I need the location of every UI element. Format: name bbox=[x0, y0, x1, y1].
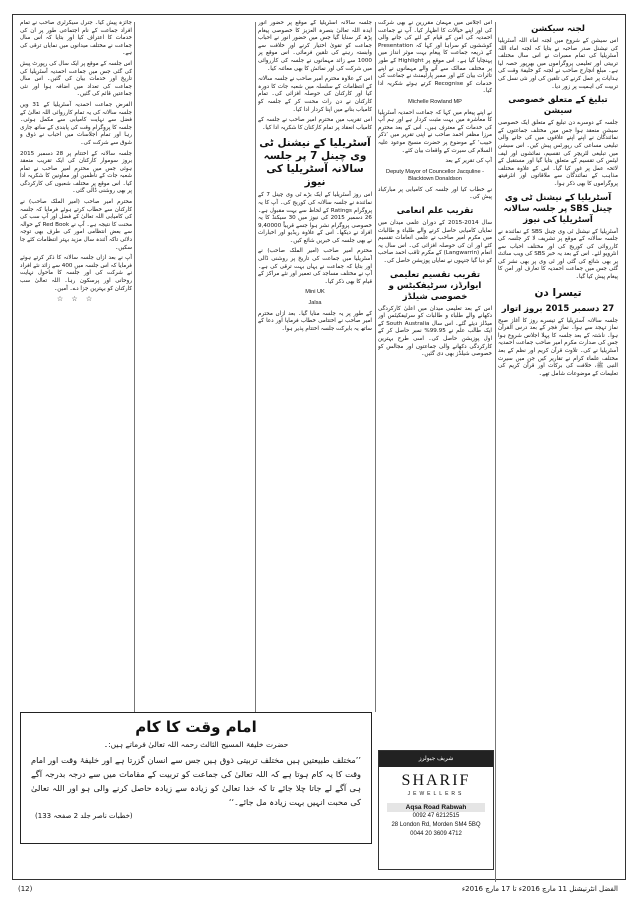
section-heading: تقریب علم انعامی bbox=[396, 206, 474, 217]
paragraph: نے خطاب کیا اور جلسہ کی کامیابی پر مبارکباد پیش کی۔ bbox=[378, 186, 492, 201]
imam-subtitle: حضرت خلیفۃ المسیح الثالث رحمہ اللہ تعالیٰ فرماتے ہیں:۔ bbox=[103, 740, 289, 749]
paragraph: اس روز آسٹریلیا کے ایک بڑے ٹی وی چینل 7 کے نمائندہ نے جلسہ سالانہ کی کوریج کی۔ آپ کا یہ پروگرام Ratings کے لحاظ سے بہت مقبول ہے۔ 26 دسمبر 2015 کی نیوز میں 30 سیکنڈ کا یہ خصوصی پروگرام نشر ہوا جسے قریباً 9,40000 افراد نے دیکھا۔ اس کے علاوہ ریڈیو اور اخبارات نے بھی جلسہ کی خبریں شائع کیں۔ bbox=[258, 192, 372, 244]
section-heading: تقریب تقسیم تعلیمی ایوارڈز، سرٹیفکیٹس و خصوصی شیلڈز bbox=[388, 269, 482, 302]
ad-address: 28 London Rd, Morden SM4 5BQ bbox=[391, 822, 481, 828]
column-divider bbox=[134, 22, 135, 712]
paragraph: سال 2014-2015 کے دوران علمی میدان میں نمایاں کامیابی حاصل کرنے والے طلباء و طالبات میں مکرم امیر صاحب نے علمی انعامات تقسیم کئے اور ان کی حوصلہ افزائی کی۔ اس سال یہ انعام (Langwarrin) کے مکرم ثاقب احمد صاحب کو دیا گیا جنہوں نے نمایاں پوزیشن حاصل کی۔ bbox=[378, 220, 492, 265]
english-term: Mini UK bbox=[305, 289, 325, 296]
section-heading: آسٹریلیا کے نیشنل ٹی وی چینل 7 پر جلسہ سالانہ آسٹریلیا کی نیوز bbox=[259, 137, 371, 189]
paragraph: اس سیشن کے شروع میں لجنہ اماء اللہ آسٹریلیا کی نیشنل صدر صاحبہ نے بتایا کہ لجنہ اماء اللہ آسٹریلیا کی تمام ممبرات نے اس سال مختلف تربیتی اور تعلیمی پروگراموں میں بھرپور حصہ لیا ہے۔ مبلغ انچارج صاحب نے لجنہ کو خلیفۂ وقت کی ہدایات پر عمل کرنے کی تلقین کی اور نئی نسل کی تربیت کی اہمیت پر زور دیا۔ bbox=[498, 38, 618, 90]
end-stars: ☆ ☆ ☆ bbox=[56, 295, 96, 304]
paragraph: نے اپنے پیغام میں کہا کہ جماعت احمدیہ آسٹریلیا کا معاشرہ میں بہت مثبت کردار ہے اور ہم آپ کی خدمات کے معترف ہیں۔ اس کے بعد محترم مرزا مظفر احمد صاحب نے اپنی تقریر میں ’ذکر حبیب‘ کے موضوع پر حضرت مسیح موعود علیہ السلام کی سیرت کے واقعات بیان کئے۔ bbox=[378, 109, 492, 154]
ad-subtitle: JEWELLERS bbox=[407, 791, 465, 797]
paragraph: کے طور پر یہ جلسہ منایا گیا۔ بعد ازاں محترم امیر صاحب نے اختتامی خطاب فرمایا اور دعا کے ساتھ یہ بابرکت جلسہ اختتام پذیر ہوا۔ bbox=[258, 310, 372, 332]
section-heading: آسٹریلیا کے نیشنل ٹی وی چینل SBS پر جلسہ سالانہ آسٹریلیا کی نیوز bbox=[503, 192, 613, 225]
paragraph: محترم امیر صاحب (امیر الملک صاحب) نے آسٹریلیا میں جماعت کی تاریخ پر روشنی ڈالی اور بتایا کہ جماعت نے یہاں بہت ترقی کی ہے۔ آپ نے مختلف مساجد کی تعمیر اور نئے مراکز کے قیام کا بھی ذکر کیا۔ bbox=[258, 248, 372, 285]
ad-phone: 0044 20 3609 4712 bbox=[410, 831, 462, 837]
ad-location: Aqsa Road Rabwah bbox=[387, 803, 485, 812]
english-name: Deputy Mayor of Councellor Jacquline - Blacktown Donaldson bbox=[386, 168, 484, 183]
column-4 bbox=[20, 20, 132, 690]
imam-title: امام وقت کا کام bbox=[135, 718, 257, 736]
sharif-jewellers-ad bbox=[378, 750, 494, 870]
paragraph: آسٹریلیا کے نیشنل ٹی وی چینل SBS کے نمائندہ نے جلسہ سالانہ کے موقع پر تشریف لا کر جلسہ کی کارروائی کی کوریج کی اور مختلف احباب سے انٹرویو لئے۔ اس کے بعد یہ خبر SBS کی ویب سائٹ پر بھی شائع کی گئی اور ٹی وی پر بھی نشر کی گئی جس میں جماعت احمدیہ کا تعارف اور امن کا پیغام پیش کیا گیا۔ bbox=[498, 228, 618, 281]
section-heading: لجنہ سیکشن bbox=[531, 24, 585, 34]
column-divider bbox=[255, 22, 256, 712]
ad-header: شریف جیولرز bbox=[379, 751, 493, 767]
page-footer bbox=[12, 882, 626, 896]
paragraph: اس کے علاوہ محترم امیر صاحب نے جلسہ سالانہ کے انتظامات کے سلسلہ میں شعبہ جات کا دورہ کیا اور کارکنان کی حوصلہ افزائی کی۔ تمام کارکنان نے دن رات محنت کر کے جلسہ کو کامیاب بنانے میں اپنا کردار ادا کیا۔ bbox=[258, 76, 372, 113]
ad-phone: 0092 47 6212515 bbox=[412, 813, 460, 819]
paragraph: الفرض جماعت احمدیہ آسٹریلیا کے 31 ویں جلسہ سالانہ کی یہ تمام کارروائی اللہ تعالیٰ کے فضل سے نہایت کامیابی سے مکمل ہوئی۔ جلسہ کا پروگرام وقت کی پابندی کے ساتھ جاری رہا اور تمام اجلاسات میں احباب نے ذوق و شوق سے شرکت کی۔ bbox=[20, 101, 132, 146]
paragraph: محترم امیر صاحب (امیر الملک صاحب) نے کارکنان سے خطاب کرتے ہوئے فرمایا کہ جلسہ کی کامیابی اللہ تعالیٰ کے فضل اور آپ سب کی محنت کا نتیجہ ہے۔ آپ نے Red Book کے حوالہ سے بعض انتظامی امور کی طرف بھی توجہ دلائی تاکہ آئندہ سال مزید بہتر انتظامات کئے جا سکیں۔ bbox=[20, 199, 132, 251]
date-heading: 27 دسمبر 2015 بروز اتوار bbox=[501, 303, 615, 314]
english-name: Michelle Rowland MP bbox=[408, 98, 462, 105]
imam-reference: (خطبات ناصر جلد 2 صفحہ 133) bbox=[35, 812, 133, 820]
section-heading: تبلیغ کے متعلق خصوصی سیشن bbox=[508, 95, 608, 117]
column-divider bbox=[375, 22, 376, 712]
paragraph: اس جلسہ کے موقع پر ایک سال کی رپورٹ پیش کی گئی جس میں جماعت احمدیہ آسٹریلیا کی تاریخ اور خدمات بیان کی گئیں۔ اس سال جماعت کی تعداد میں اضافہ ہوا اور نئی جماعتیں قائم کی گئیں۔ bbox=[20, 60, 132, 98]
footer-date: الفضل انٹرنیشنل 11 مارچ 2016ء تا 17 مارچ 2016ء bbox=[461, 885, 618, 893]
ad-logo: SHARIF bbox=[401, 772, 471, 789]
day-heading: تیسرا دن bbox=[534, 286, 582, 299]
paragraph: جلسہ سالانہ کے اختتام پر 28 دسمبر 2015 بروز سوموار کارکنان کی ایک تقریب منعقد ہوئی جس میں محترم امیر صاحب نے تمام شعبہ جات کے ناظمین اور معاونین کا شکریہ ادا کیا۔ اس موقع پر مختلف شعبوں کی کارکردگی پر بھی روشنی ڈالی گئی۔ bbox=[20, 150, 132, 195]
imam-quote-box bbox=[20, 712, 372, 844]
imam-quote-text: ’’مختلف طبیعتیں ہیں مختلف تربیتی ذوق ہیں جس سے انسان گزرتا ہے اور خلیفۂ وقت اور امام وقت کا یہ کام ہوتا ہے کہ اللہ تعالیٰ کی جماعت کو تربیت کے مقامات میں سے درجہ بدرجہ آگے ہی آگے لے جاتا چلا جائے تا کہ خدا تعالیٰ کو زیادہ سے زیادہ حاصل کرنے والی ہو اور اللہ تعالیٰ کی محبت انہیں بہت زیادہ مل جائے۔‘‘ bbox=[31, 755, 361, 807]
paragraph: جلسہ سالانہ آسٹریلیا کے تیسرے روز کا آغاز صبح نماز تہجد سے ہوا۔ نماز فجر کے بعد درس القرآن ہوا۔ ناشتہ کے بعد جلسہ کا پہلا اجلاس شروع ہوا جس کی صدارت مکرم امیر صاحب جماعت احمدیہ آسٹریلیا نے کی۔ تلاوت قرآن کریم اور نظم کے بعد مختلف علماء کرام نے تقاریر کیں جن میں سیرت النبی ﷺ، خلافت کی برکات اور قرآن کریم کی تعلیمات کے موضوعات شامل تھے۔ bbox=[498, 317, 618, 377]
paragraph: آپ کی تقریر کے بعد bbox=[445, 158, 492, 165]
english-term: Jalsa bbox=[308, 300, 322, 307]
paragraph: جلسہ سالانہ آسٹریلیا کے موقع پر حضور انور ایدہ اللہ تعالیٰ بنصرہ العزیز کا خصوصی پیغام پڑھ کر سنایا گیا جس میں حضور انور نے احباب جماعت کو تقویٰ اختیار کرنے اور خلافت سے وابستہ رہنے کی تلقین فرمائی۔ اس موقع پر 1000 سے زائد مہمانوں نے جلسہ کی کارروائی میں شرکت کی اور نمائش کا بھی معائنہ کیا۔ bbox=[258, 20, 372, 72]
column-3 bbox=[258, 20, 372, 680]
page-number: (12) bbox=[18, 885, 33, 893]
column-2 bbox=[378, 20, 492, 680]
paragraph: جائزہ پیش کیا۔ جنرل سیکرٹری صاحب نے تمام افراد جماعت کے نام اجتماعی طور پر ان کی خدمات کا اعتراف کیا اور بتایا کہ اس سال جماعت نے مختلف میدانوں میں نمایاں ترقی کی ہے۔ bbox=[20, 20, 132, 57]
paragraph: اس تقریب میں محترم امیر صاحب نے جلسہ کے کامیاب انعقاد پر تمام کارکنان کا شکریہ ادا کیا۔ bbox=[258, 117, 372, 131]
column-1 bbox=[498, 20, 618, 880]
paragraph: جلسہ کے دوسرے دن تبلیغ کے متعلق ایک خصوصی سیشن منعقد ہوا جس میں مختلف جماعتوں کے نمائندگان نے اپنے اپنے علاقوں میں کی جانے والی تبلیغی مساعی کی رپورٹس پیش کیں۔ اس سیشن میں تبلیغی لٹریچر کی تقسیم، نمائشوں اور لیف لیٹس کی تقسیم کے متعلق بتایا گیا اور مستقبل کے لائحہ عمل پر غور کیا گیا۔ اس کے علاوہ مختلف مذاہب کے نمائندگان سے ملاقاتوں اور انٹرفیتھ پروگراموں کا بھی ذکر ہوا۔ bbox=[498, 120, 618, 187]
paragraph: آپ نے بعد ازاں جلسہ سالانہ کا ذکر کرتے ہوئے فرمایا کہ اس جلسہ میں 400 سے زائد نئے افراد نے شرکت کی اور جلسہ کا ماحول نہایت روحانی اور پرسکون رہا۔ اللہ تعالیٰ سب کارکنان کو بہترین جزا دے۔ آمین۔ bbox=[20, 255, 132, 292]
paragraph: اس کے بعد تعلیمی میدان میں اعلیٰ کارکردگی دکھانے والے طلباء و طالبات کو سرٹیفکیٹس اور میڈلز دیئے گئے۔ اس سال South Australia کے ایک طالب علم نے 99.95% نمبر حاصل کر کے اول پوزیشن حاصل کی۔ اسی طرح بہترین کارکردگی دکھانے والی جماعتوں اور مجالس کو خصوصی شیلڈز بھی دی گئیں۔ bbox=[378, 305, 492, 358]
paragraph: اس اجلاس میں مہمان مقررین نے بھی شرکت کی اور اپنے خیالات کا اظہار کیا۔ آپ نے جماعت احمدیہ کی امن کے قیام کے لئے کی جانے والی کوششوں کو سراہا اور کہا کہ Presentation کے ذریعہ جماعت کا پیغام بہت موثر انداز میں پہنچایا گیا ہے۔ اس موقع پر Highlight کے طور پر مختلف ممالک سے آنے والے مہمانوں نے اپنے تاثرات بیان کئے اور ممبر پارلیمنٹ نے جماعت کی خدمات کو Recognise کرتے ہوئے شکریہ ادا کیا۔ bbox=[378, 20, 492, 95]
column-divider bbox=[495, 22, 496, 882]
